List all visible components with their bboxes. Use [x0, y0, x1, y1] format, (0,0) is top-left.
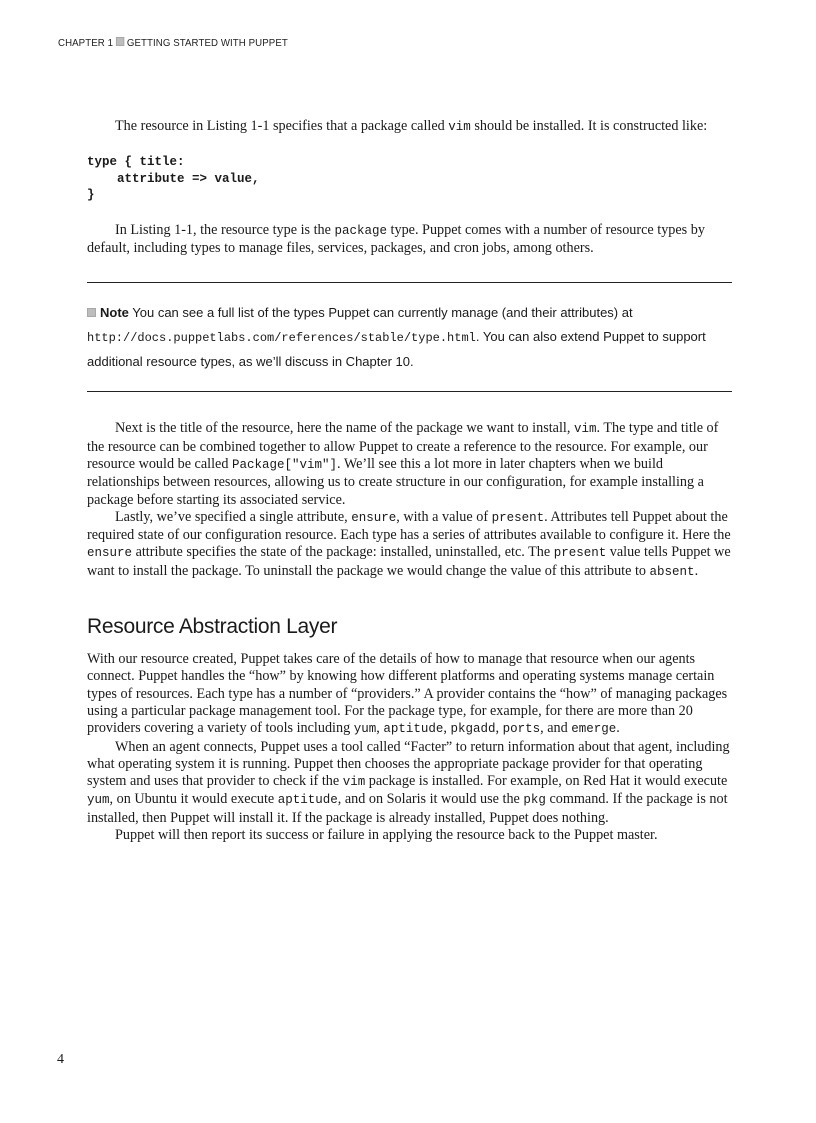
- page-number: 4: [57, 1052, 64, 1067]
- inline-code: vim: [342, 775, 366, 790]
- inline-code: vim: [573, 422, 597, 437]
- chapter-number: CHAPTER 1: [58, 37, 114, 49]
- note-url: http://docs.puppetlabs.com/references/stable/type.html: [87, 331, 476, 346]
- paragraph: Next is the title of the resource, here the name of the package we want to install, vim. The type and title of the resource can be combined together to allow Puppet to create a reference to the resource. For example, our resource would be called Package["vim"]. We’ll see this a lot more in later chapters when we build relationships between resources, allowing us to create structure in our configuration, for example installing a package before starting its associated service.: [87, 420, 719, 508]
- inline-code: ports: [502, 722, 541, 737]
- paragraph: Puppet will then report its success or failure in applying the resource back to the Puppet master.: [115, 827, 658, 844]
- paragraph: Lastly, we’ve specified a single attribute, ensure, with a value of present. Attributes tell Puppet about the required state of our configuration resource. Each type has a series of attributes available to configure it. Here the ensure attribute specifies the state of the package: installed, uninstalled, etc. The present value tells Puppet we want to install the package. To uninstall the package we would change the value of this attribute to absent.: [87, 508, 731, 579]
- inline-code: pkgadd: [450, 722, 496, 737]
- inline-code: present: [491, 510, 545, 525]
- inline-code: aptitude: [277, 793, 338, 808]
- running-header: [58, 37, 288, 49]
- section-heading: Resource Abstraction Layer: [87, 615, 338, 639]
- inline-code: emerge: [571, 722, 617, 737]
- inline-code: present: [553, 546, 607, 561]
- paragraph: With our resource created, Puppet takes care of the details of how to manage that resource when our agents connect. Puppet handles the “how” by knowing how different platforms and operating systems manage certain types of resources. Each type has a number of “providers.” A provider contains the “how” of managing packages using a particular package management tool. For the package type, for example, for there are more than 20 providers covering a variety of tools including yum, aptitude, pkgadd, ports, and emerge.: [87, 651, 728, 737]
- inline-code: ensure: [351, 510, 397, 525]
- inline-code: yum: [87, 793, 110, 808]
- inline-code: package: [334, 223, 387, 238]
- code-block: type { title: attribute => value, }: [87, 155, 260, 203]
- inline-code: absent: [649, 564, 695, 579]
- paragraph: The resource in Listing 1-1 specifies that a package called vim should be installed. It is constructed like:: [115, 118, 708, 134]
- paragraph: In Listing 1-1, the resource type is the package type. Puppet comes with a number of resource types by default, including types to manage files, services, packages, and cron jobs, among others.: [87, 221, 705, 257]
- inline-code: Package["vim"]: [231, 457, 337, 472]
- note-box: Note You can see a full list of the types Puppet can currently manage (and their attributes) at http://docs.puppetlabs.com/references/stable/type.html. You can also extend Puppet to support additional resource types, as we’ll discuss in Chapter 10.: [87, 282, 732, 392]
- note-square-icon: [87, 308, 96, 317]
- square-bullet-icon: [116, 37, 124, 46]
- inline-code: vim: [448, 120, 471, 134]
- inline-code: yum: [353, 722, 377, 737]
- chapter-title: GETTING STARTED WITH PUPPET: [126, 37, 288, 49]
- inline-code: pkg: [523, 793, 546, 808]
- inline-code: aptitude: [383, 722, 444, 737]
- paragraph: When an agent connects, Puppet uses a tool called “Facter” to return information about that agent, including what operating system it is running. Puppet then chooses the appropriate package provider for that operating system and uses that provider to check if the vim package is installed. For example, on Red Hat it would execute yum, on Ubuntu it would execute aptitude, and on Solaris it would use the pkg command. If the package is not installed, then Puppet will install it. If the package is already installed, Puppet does nothing.: [87, 738, 730, 826]
- note-label: Note: [100, 305, 129, 321]
- inline-code: ensure: [87, 546, 133, 561]
- page-body: [87, 118, 732, 844]
